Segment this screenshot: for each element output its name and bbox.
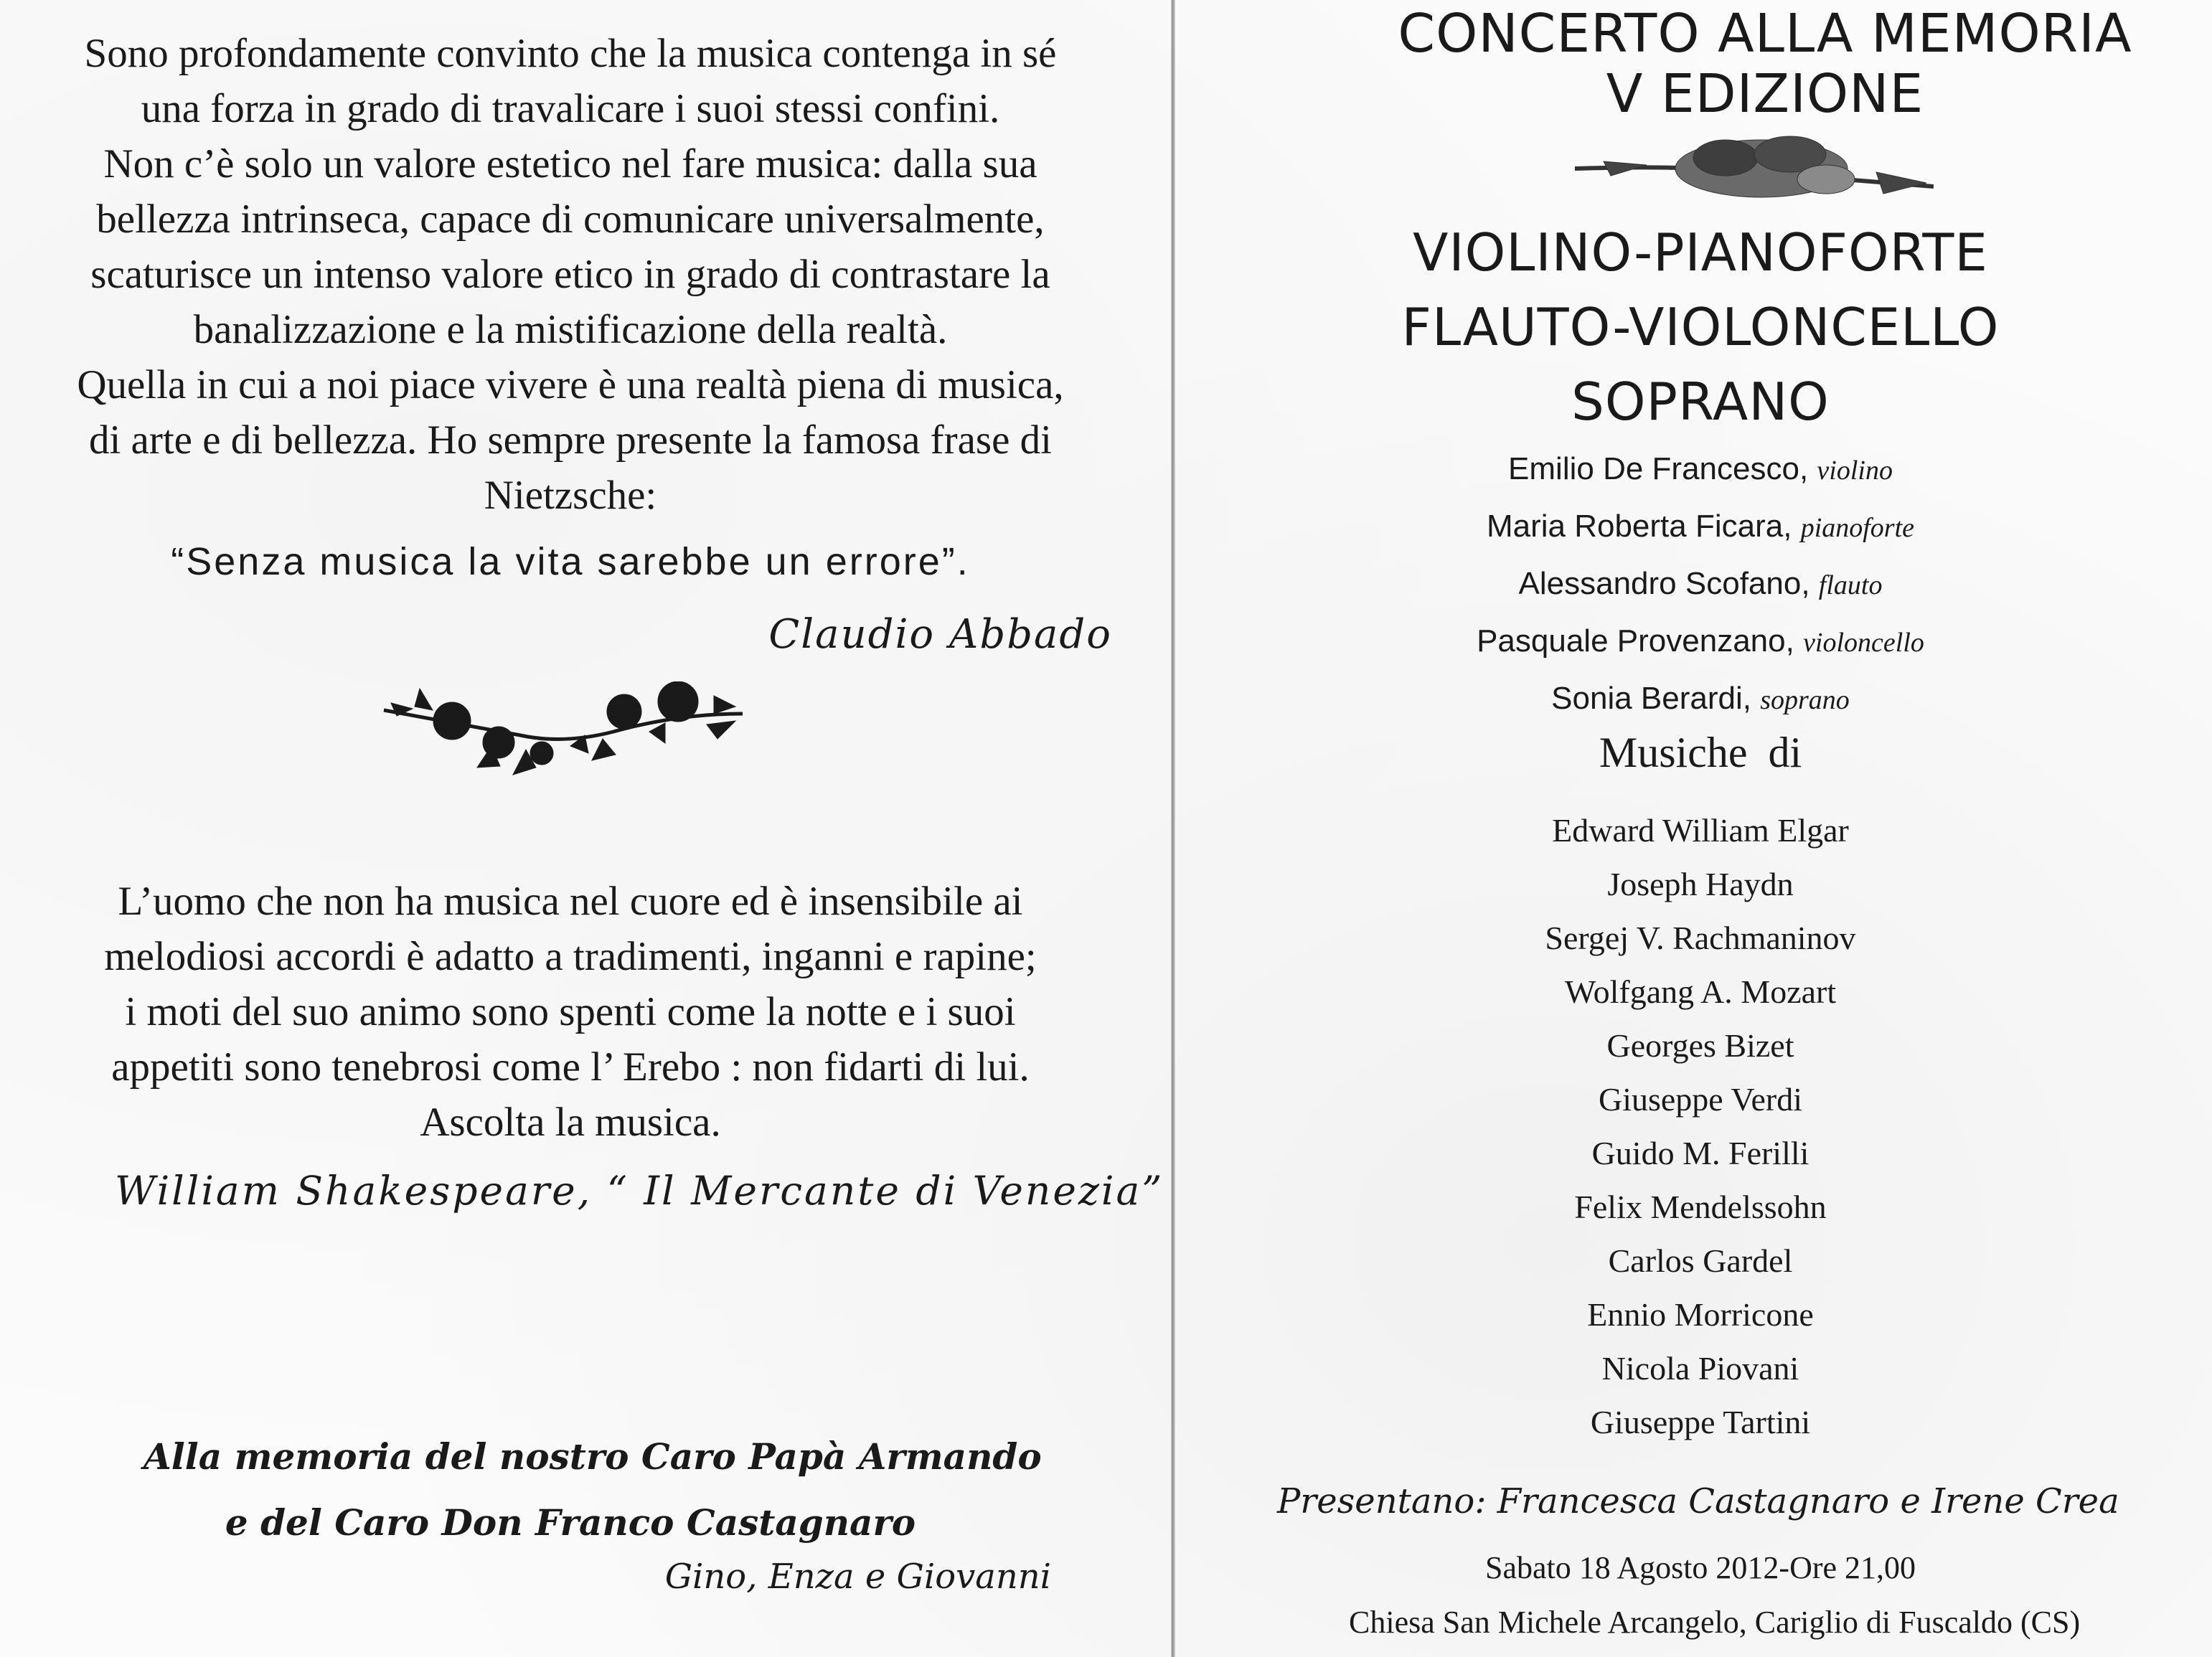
composer-item: Ennio Morricone [1587,1296,1814,1333]
signers: Gino, Enza e Giovanni [664,1557,1051,1597]
composer-item: Joseph Haydn [1607,866,1794,902]
text-line: appetiti sono tenebrosi come l’ Erebo : non fidarti di lui. [111,1044,1030,1090]
text-line: Non c’è solo un valore estetico nel fare musica: dalla sua [103,141,1037,187]
text-line: Quella in cui a noi piace vivere è una realtà piena di musica, [77,362,1064,407]
composer-item: Giuseppe Verdi [1598,1081,1803,1118]
venue-line: Chiesa San Michele Arcangelo, Cariglio di Fuscaldo (CS) [1349,1605,2081,1640]
composer-item: Giuseppe Tartini [1590,1404,1811,1440]
shakespeare-attribution: William Shakespeare, “ Il Mercante di Venezia” [115,1168,1164,1214]
performer-instrument: violino [1817,455,1893,486]
performer-row: Sonia Berardi, soprano [1551,681,1850,716]
abbado-paragraph [0,26,1141,523]
fold-line [1171,0,1175,1657]
performer-instrument: soprano [1760,685,1850,715]
dedication-line: Alla memoria del nostro Caro Papà Armando [143,1435,1042,1478]
text-line: Sono profondamente convinto che la musica contenga in sé [84,31,1057,76]
ensemble-line: VIOLINO-PIANOFORTE [1413,222,1988,283]
text-line: L’uomo che non ha musica nel cuore ed è insensibile ai [118,879,1023,924]
composer-item: Wolfgang A. Mozart [1564,973,1837,1010]
ensemble-heading [1248,215,2152,439]
composer-item: Carlos Gardel [1608,1242,1793,1279]
ensemble-line: SOPRANO [1571,372,1830,432]
text-line: melodiosi accordi è adatto a tradimenti, inganni e rapine; [104,934,1037,979]
performer-list [1248,440,2152,727]
dedication-line: e del Caro Don Franco Castagnaro [225,1501,916,1544]
performer-row: Pasquale Provenzano, violoncello [1477,623,1924,658]
flower-bouquet-icon [1575,129,1934,208]
composer-item: Nicola Piovani [1601,1350,1799,1387]
composer-item: Georges Bizet [1606,1027,1794,1064]
title-line: V EDIZIONE [1606,63,1924,125]
composer-item: Guido M. Ferilli [1591,1135,1809,1171]
performer-name: Alessandro Scofano [1518,566,1802,601]
performer-row: Alessandro Scofano, flauto [1518,566,1883,601]
title-line: CONCERTO ALLA MEMORIA [1398,3,2132,65]
floral-ornament-icon [377,681,750,789]
composer-item: Edward William Elgar [1552,812,1849,849]
text-line: Nietzsche: [484,473,657,518]
text-line: una forza in grado di travalicare i suoi stessi confini. [141,86,1000,131]
ensemble-line: FLAUTO-VIOLONCELLO [1401,297,2000,357]
performer-row: Maria Roberta Ficara, pianoforte [1486,509,1915,544]
text-line: di arte e di bellezza. Ho sempre presente la famosa frase di [88,417,1053,463]
text-line: scaturisce un intenso valore etico in grado di contrastare la [90,252,1050,297]
nietzsche-quote: “Senza musica la vita sarebbe un errore”. [171,540,970,583]
performer-name: Pasquale Provenzano [1477,623,1786,658]
performer-name: Emilio De Francesco [1508,451,1799,486]
presenters-line: Presentano: Francesca Castagnaro e Irene Crea [1277,1481,2119,1521]
shakespeare-paragraph [0,874,1141,1150]
text-line: bellezza intrinseca, capace di comunicare universalmente, [96,197,1045,242]
text-line: Ascolta la musica. [420,1100,721,1145]
musiche-heading: Musiche di [1599,729,1802,776]
text-line: i moti del suo animo sono spenti come la notte e i suoi [125,989,1016,1034]
text-line: banalizzazione e la mistificazione della realtà. [193,307,948,352]
performer-name: Sonia Berardi [1551,681,1743,716]
composer-list [1248,803,2152,1449]
performer-instrument: flauto [1818,570,1883,600]
dedication [143,1424,1042,1556]
date-time-line: Sabato 18 Agosto 2012-Ore 21,00 [1484,1550,1916,1585]
concert-title [1335,4,2195,124]
performer-name: Maria Roberta Ficara [1486,509,1784,544]
performer-instrument: pianoforte [1800,513,1915,543]
quote-author: Claudio Abbado [768,611,1112,658]
right-page [1177,0,2212,1657]
performer-row: Emilio De Francesco, violino [1508,451,1893,486]
composer-item: Felix Mendelssohn [1574,1189,1827,1225]
composer-item: Sergej V. Rachmaninov [1545,920,1856,956]
performer-instrument: violoncello [1803,628,1924,658]
